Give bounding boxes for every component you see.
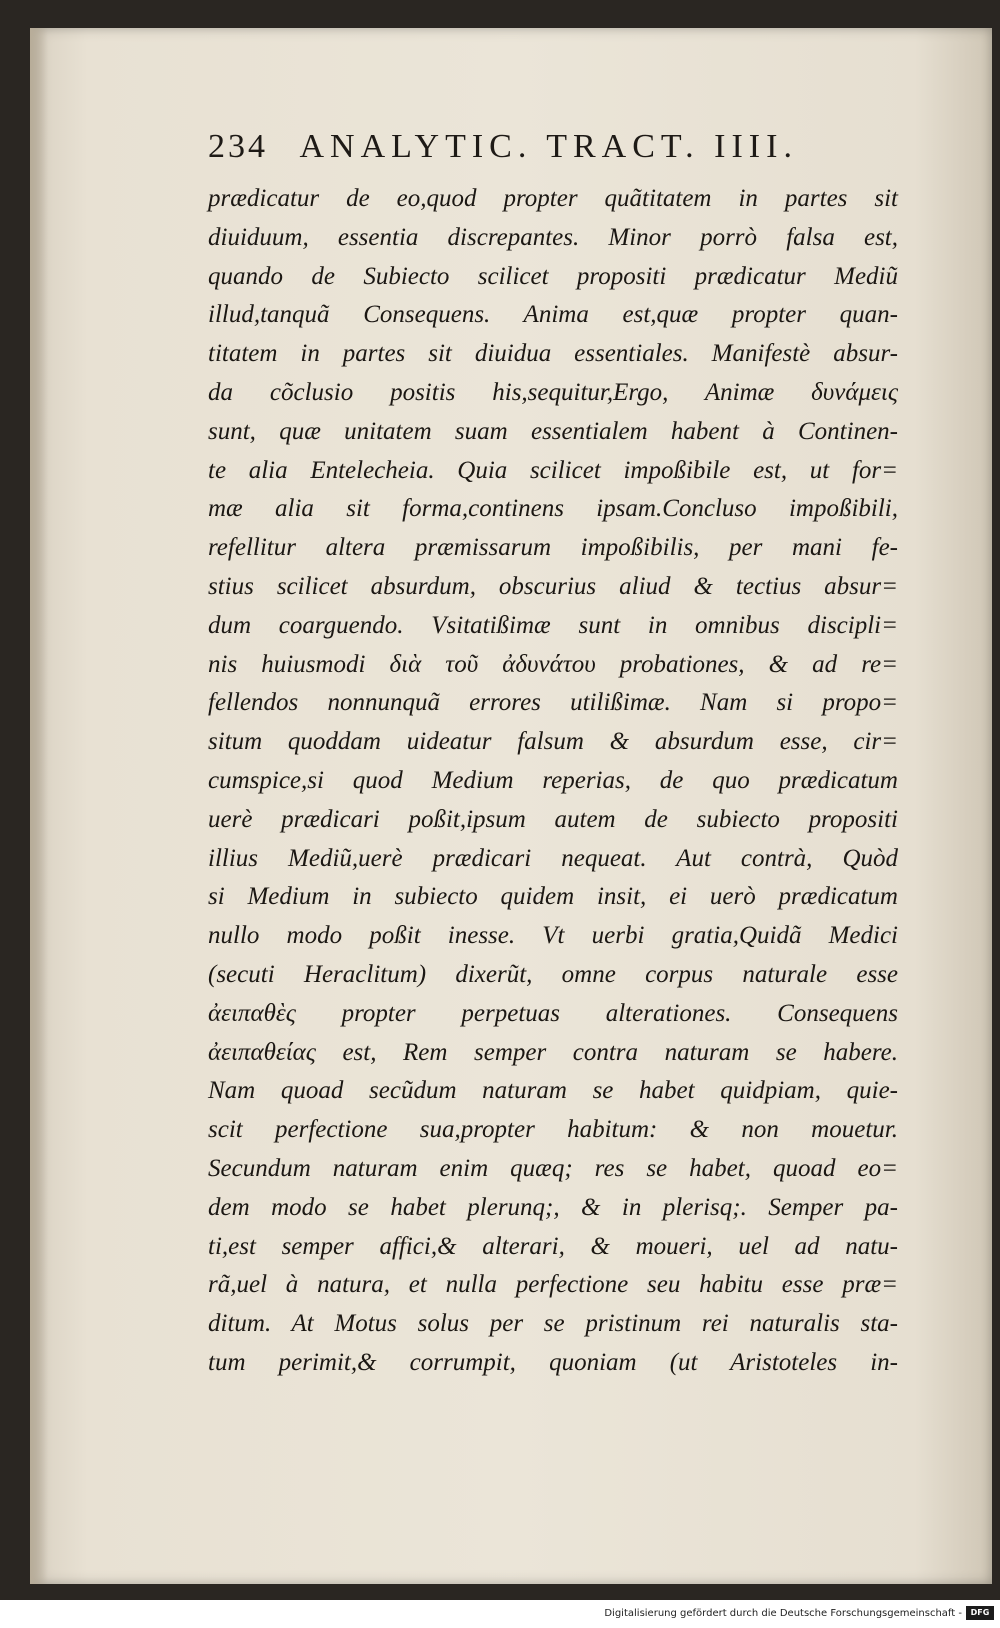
text-line: situm quoddam uideatur falsum & absurdum esse, cir= [208, 728, 898, 756]
text-line: nullo modo poßit inesse. Vt uerbi gratia,Quidã Medici [208, 922, 898, 950]
text-line: cumspice,si quod Medium reperias, de quo prædicatum [208, 766, 898, 794]
text-line: dem modo se habet plerunq;, & in plerisq;. Semper pa- [208, 1193, 898, 1221]
text-line: rã,uel à natura, et nulla perfectione seu habitu esse præ= [208, 1271, 898, 1299]
running-title: ANALYTIC. TRACT. IIII. [299, 128, 798, 165]
text-line: nis huiusmodi διὰ τοῦ ἀδυνάτου probationes, & ad re= [208, 650, 898, 678]
text-line: sunt, quæ unitatem suam essentialem habent à Continen- [208, 417, 898, 445]
text-line: prædicatur de eo,quod propter quãtitatem in partes sit [208, 185, 898, 212]
text-line: (secuti Heraclitum) dixerũt, omne corpus naturale esse [208, 960, 898, 988]
text-line: Secundum naturam enim quæq; res se habet, quoad eo= [208, 1154, 898, 1182]
page-gutter-shadow [30, 28, 48, 1584]
text-line: scit perfectione sua,propter habitum: & non mouetur. [208, 1116, 898, 1144]
text-line: uerè prædicari poßit,ipsum autem de subiecto propositi [208, 805, 898, 833]
text-line: mæ alia sit forma,continens ipsam.Concluso impoßibili, [208, 495, 898, 523]
text-line: titatem in partes sit diuidua essentiales. Manifestè absur- [208, 340, 898, 368]
text-line: stius scilicet absurdum, obscurius aliud & tectius absur= [208, 572, 898, 600]
page-number: 234 [208, 128, 268, 165]
funding-credit: Digitalisierung gefördert durch die Deutsche Forschungsgemeinschaft - [604, 1608, 962, 1619]
text-line: te alia Entelecheia. Quia scilicet impoßibile est, ut for= [208, 456, 898, 484]
text-line: ἀειπαθὲς propter perpetuas alterationes. Consequens [208, 999, 898, 1027]
text-line: ἀειπαθείας est, Rem semper contra naturam se habere. [208, 1038, 898, 1066]
text-line: tum perimit,& corrumpit, quoniam (ut Aristoteles in- [208, 1348, 898, 1376]
text-line: dum coarguendo. Vsitatißimæ sunt in omnibus discipli= [208, 611, 898, 639]
text-line: Nam quoad secũdum naturam se habet quidpiam, quie- [208, 1077, 898, 1105]
text-line: illud,tanquã Consequens. Anima est,quæ propter quan- [208, 301, 898, 329]
text-line: fellendos nonnunquã errores utilißimæ. Nam si propo= [208, 689, 898, 717]
body-text [208, 180, 898, 1383]
text-line: illius Mediũ,uerè prædicari nequeat. Aut contrà, Quòd [208, 844, 898, 872]
text-line: si Medium in subiecto quidem insit, ei uerò prædicatum [208, 883, 898, 911]
text-line: diuiduum, essentia discrepantes. Minor porrò falsa est, [208, 223, 898, 251]
text-line: ditum. At Motus solus per se pristinum rei naturalis sta- [208, 1310, 898, 1338]
dfg-logo: DFG [966, 1606, 994, 1620]
text-line: ti,est semper affici,& alterari, & moueri, uel ad natu- [208, 1232, 898, 1260]
text-line: quando de Subiecto scilicet propositi prædicatur Mediũ [208, 262, 898, 290]
running-head [208, 128, 908, 178]
text-line: refellitur altera præmissarum impoßibilis, per mani fe- [208, 534, 898, 562]
text-line: da cõclusio positis his,sequitur,Ergo, Animæ δυνάμεις [208, 378, 898, 406]
